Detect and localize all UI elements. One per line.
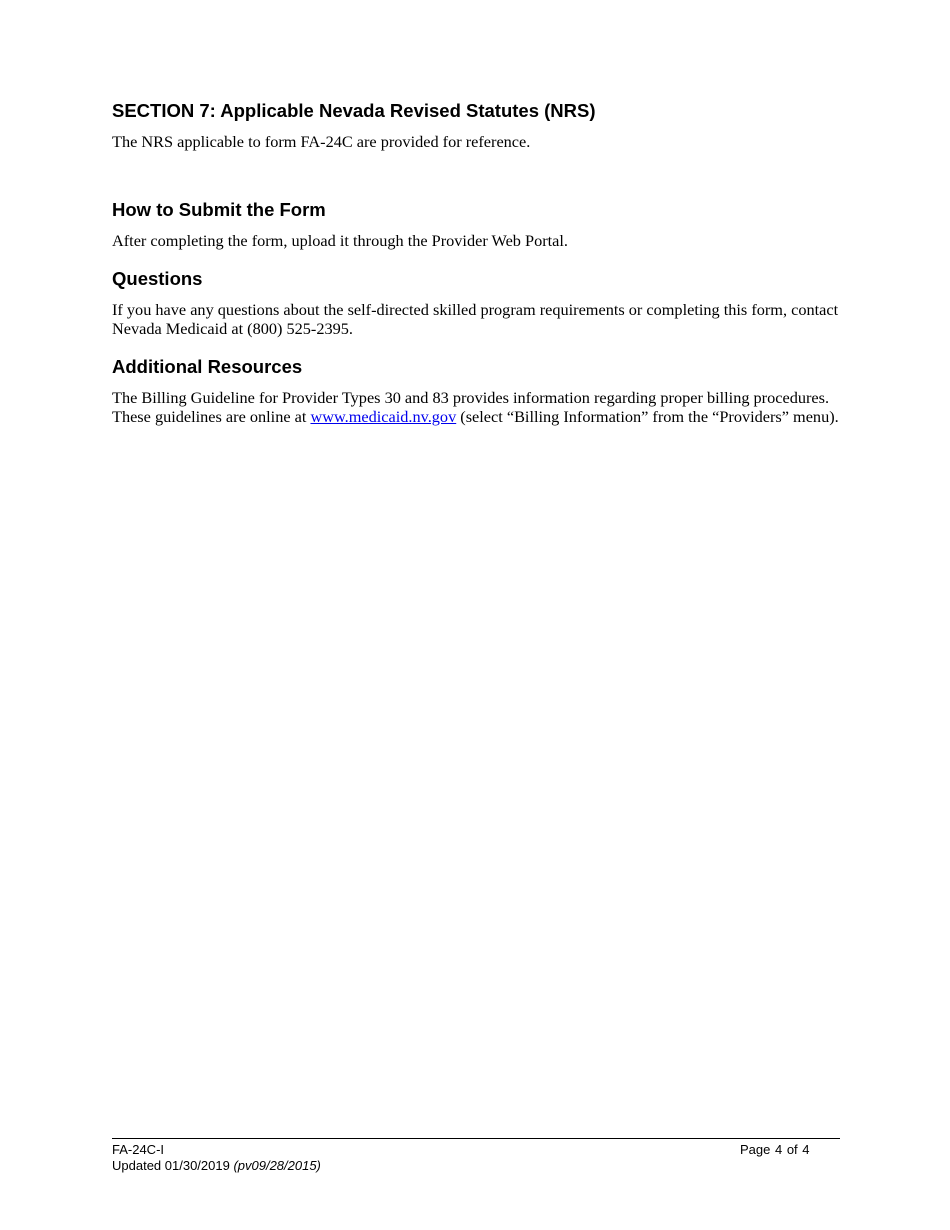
footer-updated xyxy=(112,1158,321,1174)
resources-body-before-link: The Billing Guideline for Provider Types 30 and 83 provides information regarding proper billing procedures. These guidelines are online at xyxy=(112,388,830,427)
footer-updated-label: Updated 01/30/2019 xyxy=(112,1158,234,1173)
footer-page-number: Page 4 of 4 xyxy=(740,1142,810,1157)
resources-body xyxy=(112,388,840,427)
resources-heading: Additional Resources xyxy=(112,356,303,377)
section7-heading: SECTION 7: Applicable Nevada Revised Statutes (NRS) xyxy=(112,100,596,121)
questions-heading: Questions xyxy=(112,268,203,289)
questions-body: If you have any questions about the self-directed skilled program requirements or completing this form, contact Nevada Medicaid at (800) 525-2395. xyxy=(112,300,839,339)
medicaid-website-link[interactable]: www.medicaid.nv.gov xyxy=(310,407,457,427)
footer-form-id: FA-24C-I xyxy=(112,1142,165,1157)
submit-body: After completing the form, upload it through the Provider Web Portal. xyxy=(112,231,568,250)
resources-body-after-link: (select “Billing Information” from the “Providers” menu). xyxy=(456,407,839,427)
footer-divider xyxy=(112,1138,840,1139)
section7-body: The NRS applicable to form FA-24C are provided for reference. xyxy=(112,132,531,151)
submit-heading: How to Submit the Form xyxy=(112,199,326,220)
footer-previous-version: (pv09/28/2015) xyxy=(233,1158,321,1173)
